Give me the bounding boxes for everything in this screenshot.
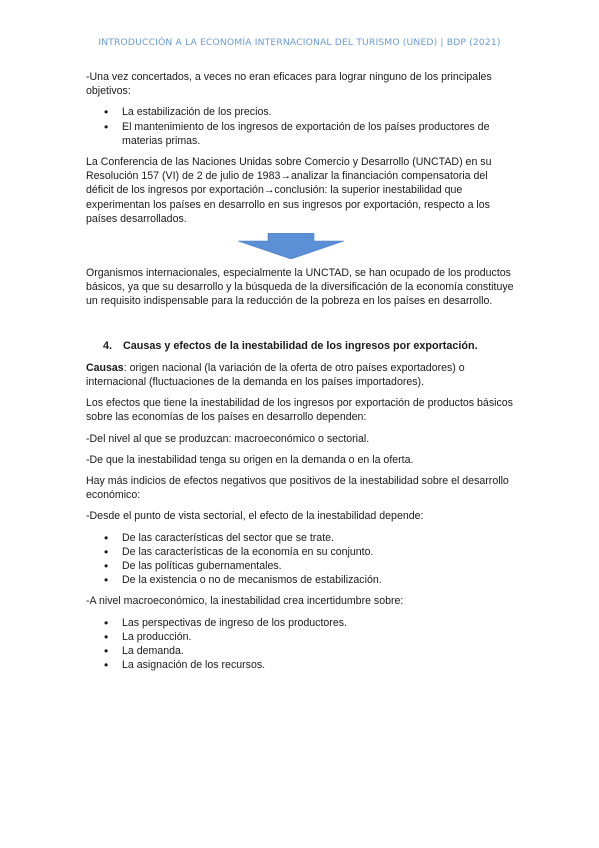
macro-intro: -A nivel macroeconómico, la inestabilidad crea incertidumbre sobre:: [86, 595, 404, 608]
causas-text: : origen nacional (la variación de la oferta de otro países exportadores) o internacional (fluctuaciones de la demanda en los países importadores).: [86, 361, 465, 389]
organismos-paragraph: Organismos internacionales, especialmente la UNCTAD, se han ocupado de los productos básicos, ya que su desarrollo y la búsqueda de la diversificación de la economía constituye un requisito indispensable para la reducción de la pobreza en los países en desarrollo.: [86, 267, 514, 308]
sectorial-list: [86, 531, 516, 588]
list-item: • De las políticas gubernamentales.: [122, 559, 516, 573]
indicios-paragraph: Hay más indicios de efectos negativos que positivos de la inestabilidad sobre el desarrollo económico:: [86, 475, 509, 502]
dependency-level: -Del nivel al que se produzcan: macroeconómico o sectorial.: [86, 432, 370, 445]
list-item: • La asignación de los recursos.: [122, 658, 516, 672]
page-header: INTRODUCCIÓN A LA ECONOMÍA INTERNACIONAL DEL TURISMO (UNED) | BDP (2021): [98, 37, 501, 48]
causas-label: Causas: [86, 361, 124, 374]
sectorial-intro: -Desde el punto de vista sectorial, el efecto de la inestabilidad depende:: [86, 510, 424, 523]
list-item: • El mantenimiento de los ingresos de exportación de los países productores de materias primas.: [122, 120, 516, 148]
list-item: • Las perspectivas de ingreso de los productores.: [122, 616, 516, 630]
list-item: • La producción.: [122, 630, 516, 644]
objectives-list: [86, 105, 516, 148]
unctad-paragraph: La Conferencia de las Naciones Unidas sobre Comercio y Desarrollo (UNCTAD) en su Resolución 157 (VI) de 2 de julio de 1983→analizar la financiación compensatoria del déficit de los ingresos por exportación→conclusión: la superior inestabilidad que experimentan los países en desarrollo en sus ingresos por exportación, respecto a los países desarrollados.: [86, 156, 492, 225]
list-item: • De la existencia o no de mecanismos de estabilización.: [122, 573, 516, 587]
document-body: [86, 70, 516, 680]
section-number: 4.: [103, 339, 113, 352]
arrow-container: [86, 233, 516, 259]
causas-paragraph: [86, 361, 516, 389]
intro-paragraph: -Una vez concertados, a veces no eran eficaces para lograr ninguno de los principales objetivos:: [86, 71, 492, 98]
macro-list: [86, 616, 516, 673]
section-title: Causas y efectos de la inestabilidad de los ingresos por exportación.: [123, 339, 478, 352]
dependency-origin: -De que la inestabilidad tenga su origen en la demanda o en la oferta.: [86, 453, 414, 466]
list-item: • De las características de la economía en su conjunto.: [122, 545, 516, 559]
list-item: • La demanda.: [122, 644, 516, 658]
down-arrow-icon: [236, 233, 346, 259]
section-heading: [103, 339, 516, 353]
list-item: • De las características del sector que se trate.: [122, 531, 516, 545]
list-item: • La estabilización de los precios.: [122, 105, 516, 119]
efectos-paragraph: Los efectos que tiene la inestabilidad de los ingresos por exportación de productos básicos sobre las economías de los países en desarrollo dependen:: [86, 397, 513, 424]
